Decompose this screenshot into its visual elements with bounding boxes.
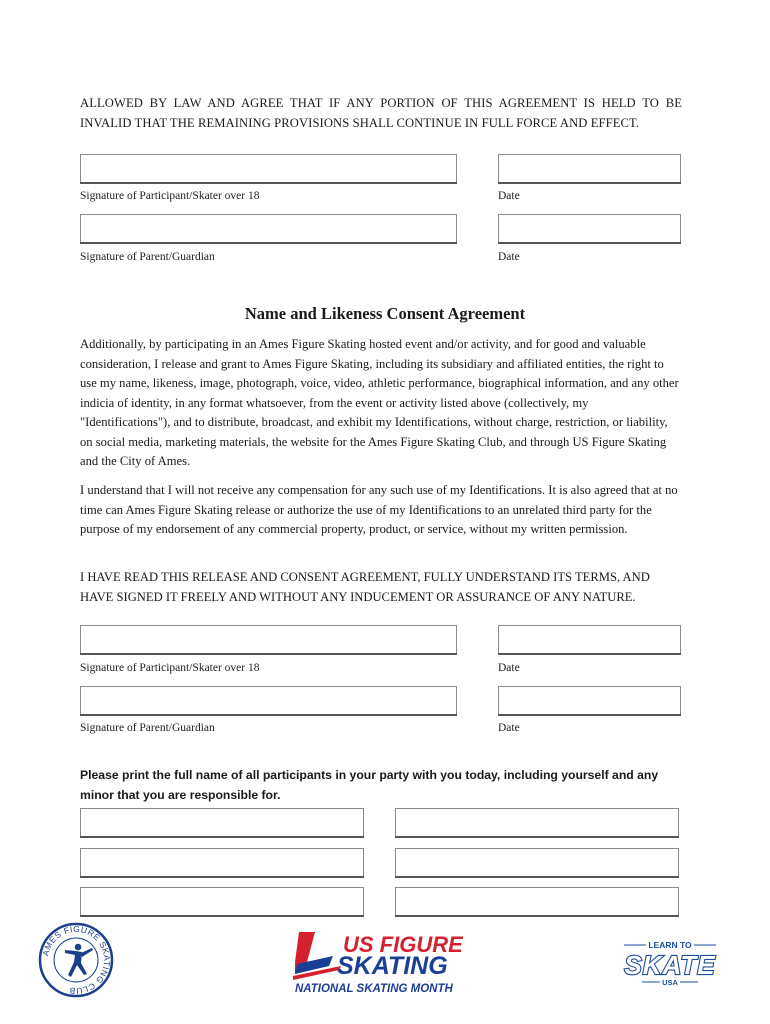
participant-name-field-3[interactable] bbox=[80, 848, 364, 877]
participant-name-field-2[interactable] bbox=[395, 808, 679, 837]
participant-name-field-5[interactable] bbox=[80, 887, 364, 916]
participant-signature-field-2[interactable] bbox=[80, 625, 457, 654]
parent-date-label-1: Date bbox=[498, 251, 520, 263]
consent-paragraph-2: I understand that I will not receive any compensation for any such use of my Identifications. It is also agreed that at no time can Ames Figure Skating release or authorize the use of my Identifications to an unrelated third party for the purpose of my endorsement of any commercial property, product, or service, without my written permission. bbox=[80, 483, 678, 536]
lts-top: LEARN TO bbox=[648, 940, 692, 950]
learn-to-skate-logo bbox=[610, 937, 730, 989]
intro-clause: ALLOWED BY LAW AND AGREE THAT IF ANY PORTION OF THIS AGREEMENT IS HELD TO BE INVALID THAT THE REMAINING PROVISIONS SHALL CONTINUE IN FULL FORCE AND EFFECT. bbox=[80, 96, 682, 130]
parent-date-field-1[interactable] bbox=[498, 214, 681, 243]
participant-date-field-2[interactable] bbox=[498, 625, 681, 654]
skate-swoosh-icon bbox=[293, 932, 341, 980]
participant-name-field-4[interactable] bbox=[395, 848, 679, 877]
usfs-line2: SKATING bbox=[337, 952, 448, 980]
us-figure-skating-logo bbox=[293, 928, 463, 996]
usfs-tagline: NATIONAL SKATING MONTH bbox=[295, 983, 453, 995]
parent-date-label-2: Date bbox=[498, 722, 520, 734]
parent-signature-field-2[interactable] bbox=[80, 686, 457, 715]
parent-signature-field-1[interactable] bbox=[80, 214, 457, 243]
lts-main: SKATE bbox=[624, 950, 716, 980]
participant-signature-field-1[interactable] bbox=[80, 154, 457, 183]
parent-signature-label-1: Signature of Parent/Guardian bbox=[80, 251, 215, 263]
participants-instructions: Please print the full name of all participants in your party with you today, including yourself and any minor that you are responsible for. bbox=[80, 768, 659, 802]
ames-club-logo bbox=[38, 922, 114, 998]
participant-date-label-2: Date bbox=[498, 662, 520, 674]
participant-signature-label-2: Signature of Participant/Skater over 18 bbox=[80, 662, 260, 674]
usfs-line1: US FIGURE bbox=[343, 932, 463, 957]
consent-title: Name and Likeness Consent Agreement bbox=[244, 304, 526, 323]
participant-name-field-1[interactable] bbox=[80, 808, 364, 837]
parent-signature-label-2: Signature of Parent/Guardian bbox=[80, 722, 215, 734]
parent-date-field-2[interactable] bbox=[498, 686, 681, 715]
lts-bottom: USA bbox=[662, 978, 678, 987]
ames-club-logo-text: AMES FIGURE SKATING CLUB bbox=[40, 923, 113, 997]
consent-paragraph-3: I HAVE READ THIS RELEASE AND CONSENT AGREEMENT, FULLY UNDERSTAND ITS TERMS, AND HAVE SIGNED IT FREELY AND WITHOUT ANY INDUCEMENT OR ASSURANCE OF ANY NATURE. bbox=[80, 570, 650, 604]
consent-paragraph-1: Additionally, by participating in an Ames Figure Skating hosted event and/or activity, and for good and valuable consideration, I release and grant to Ames Figure Skating, including its subsidiary and affiliated entities, the right to use my name, likeness, image, photograph, voice, video, athletic performance, biographical information, and any other indicia of identity, in any format whatsoever, from the event or activity listed above (collectively, my "Identifications"), and to distribute, broadcast, and exhibit my Identifications, without charge, restriction, or liability, on social media, marketing materials, the website for the Ames Figure Skating Club, and through US Figure Skating and the City of Ames. bbox=[80, 337, 679, 468]
participant-date-field-1[interactable] bbox=[498, 154, 681, 183]
participant-signature-label-1: Signature of Participant/Skater over 18 bbox=[80, 190, 260, 202]
participant-date-label-1: Date bbox=[498, 190, 520, 202]
participant-name-field-6[interactable] bbox=[395, 887, 679, 916]
